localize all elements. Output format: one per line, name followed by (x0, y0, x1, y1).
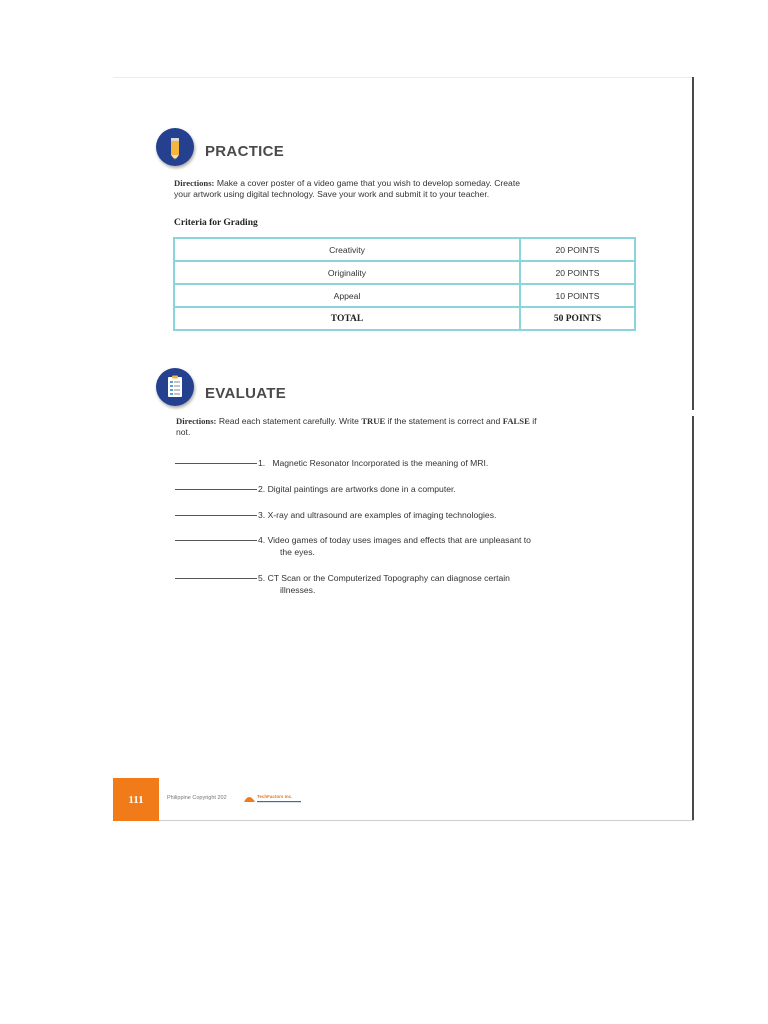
page-number: 111 (113, 778, 159, 821)
criteria-heading: Criteria for Grading (174, 218, 258, 228)
practice-directions: Directions: Make a cover poster of a video game that you wish to develop someday. Create your artwork using digital technology. Save your work and submit it to your teacher. (174, 178, 520, 199)
criterion-cell: Appeal (174, 284, 520, 307)
list-item: 2. Digital paintings are artworks done in a computer. (175, 484, 456, 496)
evaluate-title: EVALUATE (205, 385, 287, 402)
answer-blank[interactable] (175, 463, 257, 464)
list-item-continuation: the eyes. (280, 547, 315, 557)
points-cell: 20 POINTS (520, 261, 635, 284)
answer-blank[interactable] (175, 515, 257, 516)
list-item: 1. Magnetic Resonator Incorporated is the meaning of MRI. (175, 458, 488, 470)
points-cell: 20 POINTS (520, 238, 635, 261)
list-item: 5. CT Scan or the Computerized Topography can diagnose certain (175, 573, 510, 585)
table-row (174, 238, 635, 261)
pencil-icon (156, 128, 194, 166)
evaluate-directions: Directions: Read each statement carefully. Write TRUE if the statement is correct and FALSE if not. (176, 416, 537, 437)
list-item: 4. Video games of today uses images and effects that are unpleasant to (175, 535, 531, 547)
practice-title: PRACTICE (205, 143, 285, 160)
answer-blank[interactable] (175, 540, 257, 541)
page-edge (692, 77, 694, 821)
total-row (174, 307, 635, 330)
criterion-cell: Creativity (174, 238, 520, 261)
clipboard-checklist-icon (156, 368, 194, 406)
table-row (174, 261, 635, 284)
page-bottom-edge (113, 820, 694, 821)
list-item-continuation: illnesses. (280, 585, 316, 595)
list-item: 3. X-ray and ultrasound are examples of imaging technologies. (175, 510, 496, 522)
logo-text: TechFactors Inc. (257, 794, 293, 799)
criterion-cell: Originality (174, 261, 520, 284)
copyright-text: Philippine Copyright 202 (167, 795, 227, 801)
points-cell: 10 POINTS (520, 284, 635, 307)
total-points: 50 POINTS (520, 307, 635, 330)
answer-blank[interactable] (175, 489, 257, 490)
criteria-table (173, 237, 636, 331)
total-label: TOTAL (174, 307, 520, 330)
answer-blank[interactable] (175, 578, 257, 579)
table-row (174, 284, 635, 307)
